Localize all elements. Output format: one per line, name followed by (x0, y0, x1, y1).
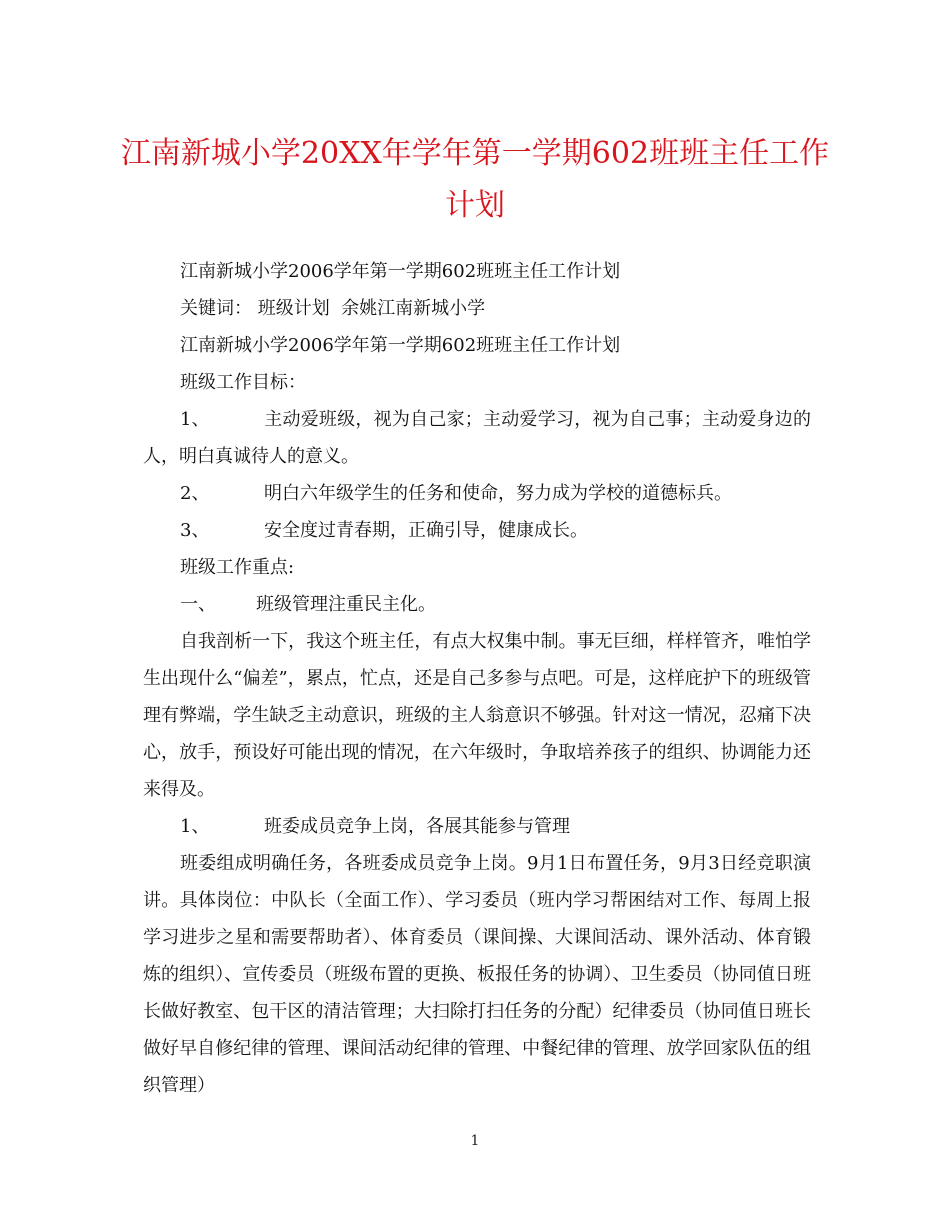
keywords-line: 关键词： 班级计划 余姚江南新城小学 (180, 298, 486, 319)
section-text: 班级管理注重民主化。 (256, 594, 436, 615)
paragraph-2: 班委组成明确任务，各班委成员竞争上岗。9月1日布置任务，9月3日经竞职演讲。具体岗位：中队长（全面工作）、学习委员（班内学习帮困结对工作、每周上报学习进步之星和需要帮助者）、体育委员（课间操、大课间活动、课外活动、体育锻炼的组织）、宣传委员（班级布置的更换、板报任务的协调）、卫生委员（协同值日班长做好教室、包干区的清洁管理；大扫除打扫任务的分配）纪律委员（协同值日班长做好早自修纪律的管理、课间活动纪律的管理、中餐纪律的管理、放学回家队伍的组织管理） (143, 853, 811, 1096)
section-number: 一、 (180, 594, 216, 615)
focus-heading: 班级工作重点: (180, 557, 295, 578)
goal-number: 2、 (180, 483, 210, 504)
paragraph-1: 自我剖析一下，我这个班主任，有点大权集中制。事无巨细，样样管齐，唯怕学生出现什么“偏差”，累点，忙点，还是自己多参与点吧。可是，这样庇护下的班级管理有弊端，学生缺乏主动意识，班级的主人翁意识不够强。针对这一情况，忍痛下决心，放手，预设好可能出现的情况，在六年级时，争取培养孩子的组织、协调能力还来得及。 (143, 631, 811, 800)
repeat-title: 江南新城小学2006学年第一学期602班班主任工作计划 (180, 335, 621, 356)
goal-item-2 (143, 475, 811, 512)
page-number: 1 (470, 1133, 480, 1149)
goal-text: 安全度过青春期，正确引导，健康成长。 (264, 520, 588, 541)
goals-heading: 班级工作目标： (180, 372, 306, 393)
section-1-heading (143, 586, 811, 623)
goal-number: 1、 (180, 409, 210, 430)
goal-text: 明白六年级学生的任务和使命，努力成为学校的道德标兵。 (264, 483, 732, 504)
item-1-heading (143, 808, 811, 845)
goal-text: 主动爱班级，视为自己家；主动爱学习，视为自己事；主动爱身边的人，明白真诚待人的意义。 (143, 409, 811, 467)
goal-number: 3、 (180, 520, 210, 541)
document-title (120, 128, 830, 232)
intro-title: 江南新城小学2006学年第一学期602班班主任工作计划 (180, 261, 621, 282)
title-line-1: 江南新城小学20XX年学年第一学期602班班主任工作 (120, 136, 830, 171)
goal-item-1 (143, 401, 811, 475)
item-text: 班委成员竞争上岗，各展其能参与管理 (264, 816, 570, 837)
goal-item-3 (143, 512, 811, 549)
item-number: 1、 (180, 816, 210, 837)
document-body (143, 253, 811, 1104)
title-line-2: 计划 (445, 188, 505, 223)
